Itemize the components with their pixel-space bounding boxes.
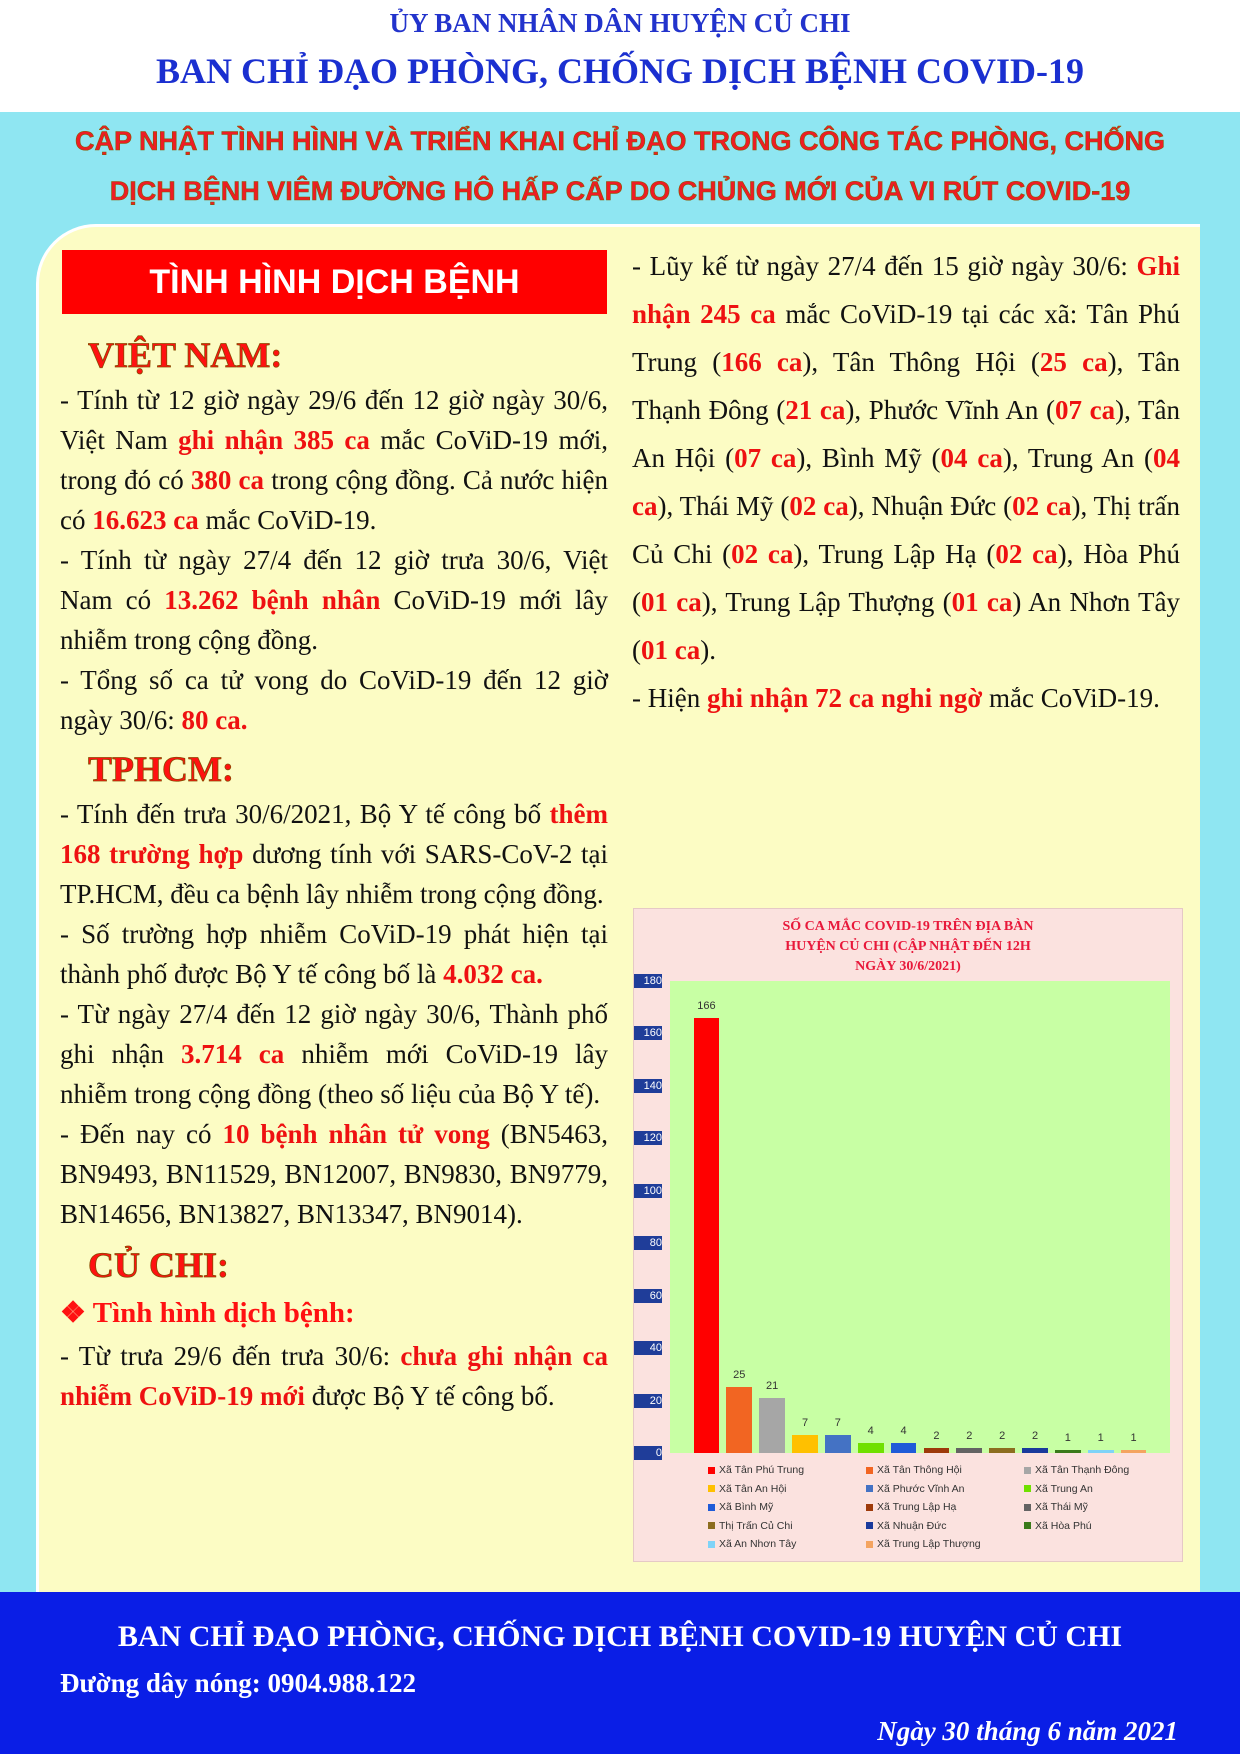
y-tick-label: 80 — [634, 1236, 662, 1250]
body-text: mắc CoViD-19. — [982, 683, 1160, 713]
body-text: ). — [700, 635, 716, 665]
chart-title-line-1: SỐ CA MẮC COVID-19 TRÊN ĐỊA BÀN — [782, 919, 1034, 934]
legend-label: Xã Trung An — [1035, 1482, 1093, 1495]
heading-vietnam: VIỆT NAM: — [88, 335, 283, 375]
y-tick-label: 120 — [634, 1131, 662, 1145]
bar-value-label: 7 — [834, 1416, 841, 1429]
legend-label: Xã Trung Lập Thượng — [877, 1538, 981, 1550]
highlight-text: 80 ca. — [181, 705, 248, 735]
bar-6 — [858, 1443, 884, 1453]
body-text: ), Tân Thông Hội ( — [802, 347, 1040, 377]
legend-label: Xã Tân Phú Trung — [719, 1464, 805, 1476]
highlight-text: 166 ca — [721, 347, 803, 377]
y-tick-label: 140 — [634, 1079, 662, 1093]
legend-item — [708, 1538, 796, 1550]
highlight-text: 13.262 bệnh nhân — [164, 585, 381, 615]
vietnam-p3 — [60, 660, 608, 740]
highlight-text: 4.032 ca. — [443, 959, 543, 989]
header-line-2: BAN CHỈ ĐẠO PHÒNG, CHỐNG DỊCH BỆNH COVID-19 — [155, 51, 1085, 91]
bar-value-label: 7 — [801, 1416, 809, 1429]
highlight-text: ghi nhận 72 ca nghi ngờ — [706, 683, 983, 713]
cuchi-p1 — [60, 1336, 608, 1416]
legend-swatch — [866, 1485, 873, 1492]
highlight-text: 21 ca — [785, 395, 846, 425]
banner-line-1: CẬP NHẬT TÌNH HÌNH VÀ TRIỂN KHAI CHỈ ĐẠO TRONG CÔNG TÁC PHÒNG, CHỐNG — [74, 126, 1165, 156]
bar-value-label: 2 — [1031, 1429, 1039, 1442]
legend-swatch — [1024, 1504, 1031, 1511]
body-text: - Từ trưa 29/6 đến trưa 30/6: — [60, 1341, 401, 1371]
chart-title — [634, 917, 1182, 977]
bar-value-label: 4 — [900, 1424, 907, 1437]
legend-swatch — [708, 1485, 715, 1492]
y-tick-label: 180 — [634, 974, 662, 988]
legend-item — [866, 1464, 962, 1476]
body-text: mắc CoViD-19 mới, trong đó có — [60, 425, 608, 495]
body-text: CoViD-19 mới lây nhiễm trong cộng đồng. — [60, 585, 608, 655]
bar-10 — [989, 1448, 1015, 1453]
highlight-text: 04 ca — [632, 443, 1181, 521]
body-text: ), Thị trấn Củ Chi ( — [632, 491, 1180, 569]
legend-label: Xã Tân Thạnh Đông — [1035, 1464, 1130, 1476]
highlight-text: 380 ca — [190, 465, 265, 495]
body-text: trong cộng đồng. Cả nước hiện có — [60, 465, 609, 535]
bar-11 — [1022, 1448, 1048, 1453]
bar-value-label: 1 — [1130, 1432, 1137, 1445]
body-text: - Từ ngày 27/4 đến 12 giờ ngày 30/6, Thành phố ghi nhận — [60, 999, 608, 1069]
highlight-text: 02 ca — [789, 491, 849, 521]
body-text: - Đến nay có — [60, 1119, 223, 1149]
footer-hotline: Đường dây nóng: 0904.988.122 — [60, 1668, 416, 1698]
body-text: dương tính với SARS-CoV-2 tại TP.HCM, đều ca bệnh lây nhiễm trong cộng đồng. — [60, 839, 608, 909]
legend-swatch — [708, 1541, 715, 1548]
body-text: ), Thái Mỹ ( — [657, 491, 790, 521]
body-text: mắc CoViD-19. — [198, 505, 377, 535]
legend-label: Xã Tân Thông Hội — [877, 1464, 962, 1476]
bar-3 — [759, 1398, 785, 1453]
y-tick-label: 100 — [634, 1184, 662, 1198]
legend-swatch — [708, 1522, 715, 1529]
right-column — [632, 242, 1180, 722]
body-text: nhiễm mới CoViD-19 lây nhiễm trong cộng đồng (theo số liệu của Bộ Y tế). — [60, 1039, 608, 1109]
tphcm-p2 — [60, 914, 608, 994]
bar-14 — [1121, 1450, 1147, 1453]
bar-8 — [924, 1448, 950, 1453]
body-text: ), Tân Thạnh Đông ( — [632, 347, 1181, 425]
legend-label: Xã Hòa Phú — [1035, 1519, 1092, 1532]
legend-swatch — [708, 1504, 715, 1511]
body-text: ), Trung Lập Hạ ( — [793, 539, 996, 569]
vietnam-p1 — [60, 380, 608, 540]
body-text: - Số trường hợp nhiễm CoViD-19 phát hiện tại thành phố được Bộ Y tế công bố là — [60, 919, 608, 989]
legend-swatch — [708, 1467, 715, 1474]
bar-value-label: 4 — [867, 1424, 874, 1437]
body-text: (BN5463, BN9493, BN11529, BN12007, BN9830, BN9779, BN14656, BN13827, BN13347, BN9014). — [60, 1119, 608, 1229]
highlight-text: thêm 168 trường hợp — [60, 799, 608, 869]
footer-date: Ngày 30 tháng 6 năm 2021 — [877, 1716, 1178, 1746]
body-text: ), Phước Vĩnh An ( — [845, 395, 1056, 425]
body-text: ), Trung An ( — [1002, 443, 1154, 473]
bar-9 — [956, 1448, 982, 1453]
highlight-text: 07 ca — [1055, 395, 1116, 425]
legend-item — [866, 1520, 946, 1532]
bar-2 — [726, 1387, 752, 1453]
body-text: - Lũy kế từ ngày 27/4 đến 15 giờ ngày 30/6: — [632, 251, 1137, 281]
cuchi-p3 — [632, 674, 1180, 722]
legend-item — [1024, 1483, 1093, 1495]
subheading-cuchi: ❖ Tình hình dịch bệnh: — [60, 1297, 355, 1329]
bar-value-label: 2 — [966, 1429, 973, 1442]
legend-swatch — [1024, 1467, 1031, 1474]
body-text: - Tính đến trưa 30/6/2021, Bộ Y tế công bố — [60, 799, 550, 829]
y-tick-label: 20 — [634, 1394, 662, 1408]
section-title: TÌNH HÌNH DỊCH BỆNH — [62, 250, 607, 314]
legend-item — [866, 1538, 981, 1550]
bar-value-label: 1 — [1097, 1432, 1104, 1445]
legend-swatch — [1024, 1522, 1031, 1529]
legend-label: Thị Trấn Củ Chi — [719, 1519, 793, 1532]
legend-item — [708, 1520, 793, 1532]
cases-chart — [633, 908, 1183, 1562]
y-tick-label: 60 — [634, 1289, 662, 1303]
body-text: ), Nhuận Đức ( — [848, 491, 1013, 521]
bar-7 — [891, 1443, 917, 1453]
highlight-text: 04 ca — [940, 443, 1003, 473]
tphcm-p1 — [60, 794, 608, 914]
heading-tphcm: TPHCM: — [88, 749, 234, 789]
legend-label: Xã Tân An Hội — [719, 1482, 787, 1495]
bar-value-label: 25 — [733, 1369, 746, 1382]
legend-swatch — [866, 1467, 873, 1474]
body-text: ) An Nhơn Tây ( — [632, 587, 1181, 665]
bar-value-label: 166 — [697, 999, 716, 1012]
legend-label: Xã Bình Mỹ — [719, 1501, 774, 1513]
bar-4 — [792, 1435, 818, 1453]
heading-cuchi: CỦ CHI: — [88, 1245, 229, 1285]
body-text: mắc CoViD-19 tại các xã: Tân Phú Trung ( — [632, 299, 1180, 377]
highlight-text: 01 ca — [641, 587, 702, 617]
legend-label: Xã Nhuận Đức — [877, 1519, 947, 1532]
body-text: - Tính từ 12 giờ ngày 29/6 đến 12 giờ ngày 30/6, Việt Nam — [60, 385, 608, 455]
header-line-1: ỦY BAN NHÂN DÂN HUYỆN CỦ CHI — [389, 8, 851, 38]
chart-plot-area — [670, 981, 1170, 1453]
highlight-text: 01 ca — [951, 587, 1013, 617]
legend-swatch — [1024, 1485, 1031, 1492]
legend-swatch — [866, 1504, 873, 1511]
body-text: ), Trung Lập Thượng ( — [701, 587, 952, 617]
highlight-text: 07 ca — [734, 443, 797, 473]
vietnam-p2 — [60, 540, 608, 660]
highlight-text: ghi nhận 385 ca — [178, 425, 370, 455]
bar-1 — [694, 1018, 720, 1453]
left-column — [60, 330, 608, 1416]
highlight-text: 10 bệnh nhân tử vong — [222, 1119, 490, 1149]
tphcm-p3 — [60, 994, 608, 1114]
body-text: - Tính từ ngày 27/4 đến 12 giờ trưa 30/6, Việt Nam có — [60, 545, 608, 615]
highlight-text: 02 ca — [995, 539, 1058, 569]
page-footer — [0, 1592, 1240, 1754]
legend-label: Xã An Nhơn Tây — [719, 1538, 797, 1550]
legend-item — [1024, 1501, 1088, 1513]
body-text: - Tổng số ca tử vong do CoViD-19 đến 12 giờ ngày 30/6: — [60, 665, 608, 735]
highlight-text: 16.623 ca — [92, 505, 199, 535]
body-text: được Bộ Y tế công bố. — [304, 1381, 555, 1411]
body-text: ), Tân An Hội ( — [632, 395, 1181, 473]
banner-line-2: DỊCH BỆNH VIÊM ĐƯỜNG HÔ HẤP CẤP DO CHỦNG MỚI CỦA VI RÚT COVID-19 — [109, 176, 1131, 206]
highlight-text: 02 ca — [731, 539, 794, 569]
y-tick-label: 0 — [634, 1446, 662, 1460]
bar-13 — [1088, 1450, 1114, 1453]
chart-title-line-2: HUYỆN CỦ CHI (CẬP NHẬT ĐẾN 12H — [785, 939, 1031, 954]
bar-value-label: 21 — [766, 1379, 779, 1392]
highlight-text: chưa ghi nhận ca nhiễm CoViD-19 mới — [60, 1341, 608, 1411]
body-text: - Hiện — [632, 683, 707, 713]
legend-item — [708, 1501, 773, 1513]
highlight-text: 02 ca — [1012, 491, 1072, 521]
body-text: ), Hòa Phú ( — [632, 539, 1181, 617]
legend-item — [1024, 1464, 1129, 1476]
legend-label: Xã Trung Lập Hạ — [877, 1501, 957, 1513]
highlight-text: Ghi nhận 245 ca — [632, 251, 1180, 329]
legend-label: Xã Phước Vĩnh An — [877, 1482, 965, 1495]
cuchi-p2 — [632, 242, 1180, 674]
body-text: ), Bình Mỹ ( — [796, 443, 941, 473]
highlight-text: 25 ca — [1039, 347, 1108, 377]
legend-item — [866, 1501, 956, 1513]
legend-swatch — [866, 1541, 873, 1548]
y-tick-label: 160 — [634, 1026, 662, 1040]
tphcm-p4 — [60, 1114, 608, 1234]
chart-title-line-3: NGÀY 30/6/2021) — [855, 959, 961, 974]
bar-5 — [825, 1435, 851, 1453]
bar-value-label: 1 — [1064, 1432, 1071, 1445]
bar-12 — [1055, 1450, 1081, 1453]
legend-item — [708, 1464, 804, 1476]
bar-value-label: 2 — [999, 1429, 1006, 1442]
legend-item — [1024, 1520, 1092, 1532]
legend-item — [708, 1483, 787, 1495]
legend-item — [866, 1483, 964, 1495]
y-tick-label: 40 — [634, 1341, 662, 1355]
legend-label: Xã Thái Mỹ — [1035, 1501, 1088, 1513]
bar-value-label: 2 — [933, 1429, 940, 1442]
highlight-text: 01 ca — [641, 635, 701, 665]
page-header — [0, 0, 1240, 112]
highlight-text: 3.714 ca — [181, 1039, 285, 1069]
footer-title: BAN CHỈ ĐẠO PHÒNG, CHỐNG DỊCH BỆNH COVID-19 HUYỆN CỦ CHI — [117, 1620, 1123, 1653]
legend-swatch — [866, 1522, 873, 1529]
